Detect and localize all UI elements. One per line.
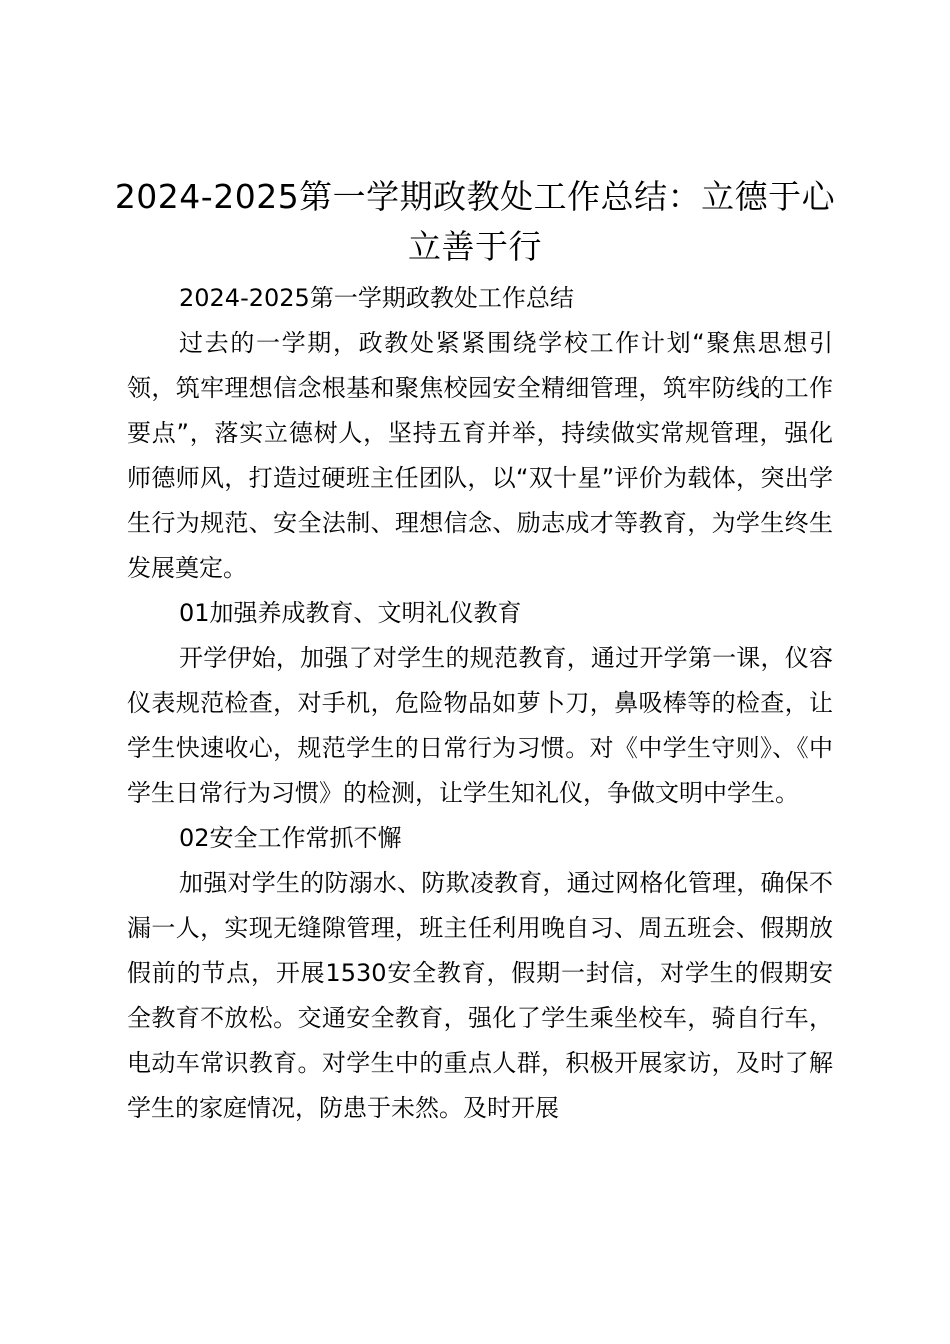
document-body (127, 276, 833, 1131)
section-heading-01: 01加强养成教育、文明礼仪教育 (179, 599, 522, 627)
intro-paragraph: 过去的一学期，政教处紧紧围绕学校工作计划“聚焦思想引领，筑牢理想信念根基和聚焦校园安全精细管理，筑牢防线的工作要点”，落实立德树人，坚持五育并举，持续做实常规管理，强化师德师风，打造过硬班主任团队，以“双十星”评价为载体，突出学生行为规范、安全法制、理想信念、励志成才等教育，为学生终生发展奠定。 (127, 329, 833, 582)
document-title: 2024-2025第一学期政教处工作总结：立德于心立善于行 (114, 177, 836, 266)
section-01-paragraph: 开学伊始，加强了对学生的规范教育，通过开学第一课，仪容仪表规范检查，对手机，危险物品如萝卜刀，鼻吸棒等的检查，让学生快速收心，规范学生的日常行为习惯。对《中学生守则》、《中学生日常行为习惯》的检测，让学生知礼仪，争做文明中学生。 (127, 644, 833, 807)
section-02-paragraph: 加强对学生的防溺水、防欺凌教育，通过网格化管理，确保不漏一人，实现无缝隙管理，班主任利用晚自习、周五班会、假期放假前的节点，开展1530安全教育，假期一封信，对学生的假期安全教育不放松。交通安全教育，强化了学生乘坐校车，骑自行车，电动车常识教育。对学生中的重点人群，积极开展家访，及时了解学生的家庭情况，防患于未然。及时开展 (127, 869, 833, 1122)
section-heading-02: 02安全工作常抓不懈 (179, 824, 402, 852)
subtitle-paragraph: 2024-2025第一学期政教处工作总结 (179, 284, 574, 312)
